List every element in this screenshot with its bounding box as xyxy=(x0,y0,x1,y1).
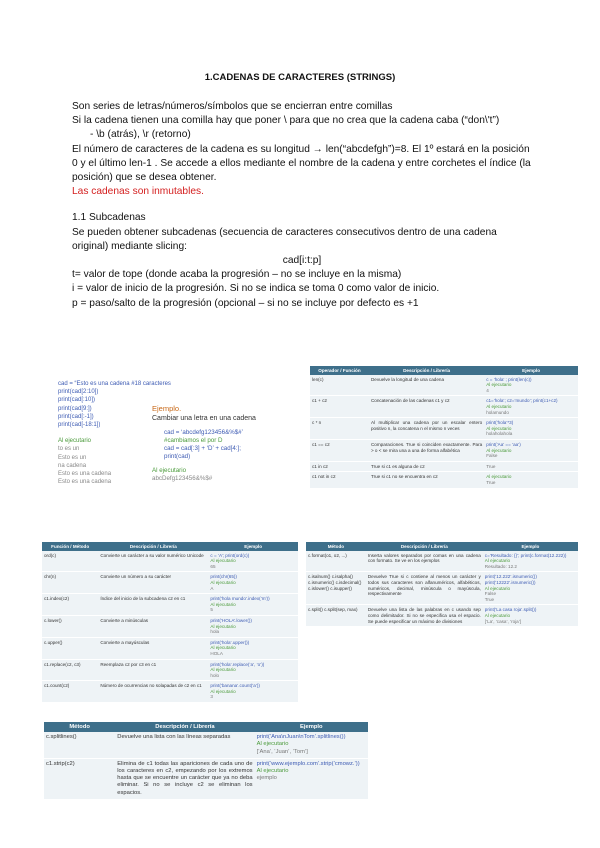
subsection-text: Se pueden obtener subcadenas (secuencia de caracteres consecutivos dentro de una cadena original) mediante slicing: xyxy=(72,226,497,252)
description-cell: Convierte un número a su carácter xyxy=(98,572,208,594)
example-line: print(‘hola’.upper()) xyxy=(210,639,250,645)
example-line: c=‘Resultado: {}’; print(c.format(12.222)) xyxy=(484,552,567,558)
example-line: print(‘banana’.count(‘a’)) xyxy=(210,683,260,689)
example-cell xyxy=(255,758,368,799)
example-cell xyxy=(483,605,578,627)
intro-line: El número de caracteres de la cadena es su longitud → len(“abcdefgh”)=8. El 1º estará en la posición 0 y el último len-1 . Se accede a ellos mediante el nombre de la cadena y entre corchetes el índice (la posición) que se desea obtener. xyxy=(72,143,531,184)
example-cell xyxy=(484,418,578,440)
output-line: [‘La’, ‘casa’, ‘roja’] xyxy=(484,618,522,624)
output-line: 4 xyxy=(486,387,489,393)
output-line: na cadena xyxy=(58,462,87,469)
slicing-def: p = paso/salto de la progresión (opcional – si no se incluye por defecto es +1 xyxy=(72,297,419,309)
method-cell: c1 + c2 xyxy=(310,396,369,418)
immutable-note: Las cadenas son inmutables. xyxy=(72,186,204,198)
example-cell xyxy=(484,472,578,488)
description-cell: Al multiplicar una cadena por un escalar entero positivo n, la concatena n el mismo n veces xyxy=(369,418,484,440)
code-comment: #cambiamos el por D xyxy=(164,437,223,444)
code-line: print(cad[:10]) xyxy=(58,397,96,404)
method-cell: chr(n) xyxy=(42,572,98,594)
code-line: print(cad[-18:1]) xyxy=(58,422,101,429)
output-line: Resultado: 12.2 xyxy=(484,563,517,569)
method-cell: c1 not in c2 xyxy=(310,472,369,488)
table-row xyxy=(306,572,578,605)
example-cell xyxy=(208,681,298,703)
example-line: print(‘www.ejemplo.com’.strip(‘cmowz.’)) xyxy=(256,760,360,767)
output-line: Esto es un xyxy=(58,454,87,461)
output-line: HOLA xyxy=(210,650,223,656)
example-line: print(‘hola’.replace(‘a’, ‘o’)) xyxy=(210,661,265,667)
example-line: print(‘HOLA’.lower()) xyxy=(210,617,252,623)
example-subtitle: Cambiar una letra en una cadena xyxy=(152,415,256,422)
output-line: Esto es una cadena xyxy=(58,479,112,486)
code-line: print(cad) xyxy=(164,453,191,460)
description-cell: True si c1 es alguna de c2 xyxy=(369,461,484,472)
output-line: hola xyxy=(210,629,220,635)
subsection-heading: 1.1 Subcadenas xyxy=(72,212,146,224)
column-header: Ejemplo xyxy=(255,722,368,732)
column-header: Ejemplo xyxy=(483,542,578,551)
description-cell: Devuelve la longitud de una cadena xyxy=(369,375,484,396)
method-cell: ord(c) xyxy=(42,551,98,572)
example-cell xyxy=(484,396,578,418)
operators-table-image xyxy=(310,366,578,485)
code-line: print(cad[9:]) xyxy=(58,405,92,412)
output-line: False xyxy=(484,591,497,597)
example-line: c = ‘A’; print(ord(c)) xyxy=(210,552,250,558)
code-line: print(cad[2:10]) xyxy=(58,389,99,396)
run-label: Al ejecutario xyxy=(484,585,511,591)
methods-bottom-table xyxy=(44,722,368,800)
output-line: True xyxy=(486,479,496,485)
operators-table xyxy=(310,366,578,489)
description-cell: Inserta valores separados por comas en una cadena con formato. Se ve en los ejemplos xyxy=(366,551,483,572)
example-line: print(chr(65)) xyxy=(210,574,237,580)
column-header: Ejemplo xyxy=(208,542,298,551)
description-cell: Devuelve una lista de las palabras en c usando sep como delimitador. Si no se especifica usa el espacio. Se puede especificar un máximo de divisiones xyxy=(366,605,483,627)
example-cell xyxy=(208,594,298,616)
description-cell: Comparaciones. True si coinciden exactamente. Para > o < se mira una a una de forma alfabética xyxy=(369,439,484,461)
code-line: print(cad[:-1]) xyxy=(58,413,94,420)
table-row xyxy=(42,681,298,703)
method-cell: c1.strip(c2) xyxy=(44,758,115,799)
output-line: 3 xyxy=(210,694,213,700)
run-label: Al ejecutario xyxy=(210,601,236,607)
method-cell: len(c) xyxy=(310,375,369,396)
example-cell xyxy=(483,572,578,605)
description-cell: Convierte un carácter a su valor numérico Unicode xyxy=(98,551,208,572)
description-cell: True si c1 no se encuentra en c2 xyxy=(369,472,484,488)
output-line: False xyxy=(486,453,498,459)
methods-bottom-table-image xyxy=(44,722,368,812)
column-header: Método xyxy=(44,722,115,732)
example-cell xyxy=(483,551,578,572)
column-header: Descripción / Librería xyxy=(98,542,208,551)
column-header: Descripción / Librería xyxy=(369,366,484,375)
column-header: Descripción / Librería xyxy=(115,722,254,732)
method-cell: c1 == c2 xyxy=(310,439,369,461)
output-line: True xyxy=(486,463,496,469)
table-row xyxy=(306,551,578,572)
example-cell xyxy=(484,439,578,461)
table-row xyxy=(42,637,298,659)
slicing-formula: cad[i:t:p] xyxy=(282,255,322,267)
description-cell: Número de ocurrencias no solapadas de c2 en c1 xyxy=(98,681,208,703)
example-line: print(‘12222’.isnumeric()) xyxy=(484,579,536,585)
description-cell: Reemplaza c2 por c3 en c1 xyxy=(98,659,208,681)
table-row xyxy=(42,594,298,616)
table-row xyxy=(42,572,298,594)
code-line: cad = cad[:3] + ‘D’ + cad[4:]; xyxy=(164,445,241,452)
output-line: holamundo xyxy=(486,409,509,415)
method-cell: c1.index(c2) xyxy=(42,594,98,616)
code-line: cad = ‘abcdefg123456&%$#’ xyxy=(164,429,243,436)
run-label: Al ejecutario xyxy=(210,623,236,629)
output-line: ejemplo xyxy=(256,775,277,782)
column-header: Función / Método xyxy=(42,542,98,551)
slicing-def: i = valor de inicio de la progresión. Si no se indica se toma 0 como valor de inicio. xyxy=(72,283,440,295)
table-row xyxy=(310,418,578,440)
intro-line: - \b (atrás), \r (retorno) xyxy=(90,129,191,141)
run-label: Al ejecutario xyxy=(486,403,512,409)
example-line: print(‘Aa’ == ‘aa’) xyxy=(486,441,521,447)
output-line: to es un xyxy=(58,446,80,453)
output-line: A xyxy=(210,585,214,591)
example-line: print(‘La casa roja’.split()) xyxy=(484,607,537,613)
description-cell: Índice del inicio de la subcadena c2 en c1 xyxy=(98,594,208,616)
output-line: True xyxy=(484,596,495,602)
example-cell xyxy=(208,637,298,659)
output-line: abcDefg123456&%$# xyxy=(152,475,213,482)
description-cell: Convierte a minúsculas xyxy=(98,615,208,637)
table-row xyxy=(310,375,578,396)
column-header: Descripción / Librería xyxy=(366,542,483,551)
example-cell xyxy=(484,375,578,396)
run-label: Al ejecutario xyxy=(484,612,511,618)
run-label: Al ejecutario xyxy=(210,558,236,564)
table-row xyxy=(310,439,578,461)
run-label: Al ejecutario xyxy=(210,645,236,651)
example-cell xyxy=(255,732,368,758)
method-cell: c.lower() xyxy=(42,615,98,637)
example-line: print(‘hola mundo’.index(‘m’)) xyxy=(210,596,270,602)
example-cell xyxy=(208,659,298,681)
method-cell: c.splitlines() xyxy=(44,732,115,758)
run-label: Al ejecutario xyxy=(210,579,236,585)
table-row xyxy=(42,659,298,681)
slicing-def: t= valor de tope (donde acaba la progresión – no se incluye en la misma) xyxy=(72,269,402,281)
method-cell: c.format(o1, o2, ...) xyxy=(306,551,366,572)
example-cell xyxy=(484,461,578,472)
table-row xyxy=(306,605,578,627)
output-line: 5 xyxy=(210,607,213,613)
column-header: Método xyxy=(306,542,366,551)
methods-left-table-image xyxy=(42,542,298,700)
methods-right-table xyxy=(306,542,578,627)
method-cell: c.upper() xyxy=(42,637,98,659)
run-label: Al ejecutario xyxy=(210,688,236,694)
table-row xyxy=(310,461,578,472)
table-row xyxy=(44,732,368,758)
example-line: c1=‘hola’; c2=‘mundo’; print(c1+c2) xyxy=(486,398,558,404)
example-image xyxy=(152,404,282,482)
example-line: c = ‘hola’ ; print(len(c)) xyxy=(486,376,532,382)
run-label: Al ejecutario xyxy=(486,474,512,480)
table-row xyxy=(44,758,368,799)
column-header: Ejemplo xyxy=(484,366,578,375)
method-cell: c * n xyxy=(310,418,369,440)
run-label: Al ejecutario xyxy=(256,741,289,748)
example-cell xyxy=(208,615,298,637)
run-label: Al ejecutario xyxy=(210,667,236,673)
example-cell xyxy=(208,572,298,594)
table-row xyxy=(42,615,298,637)
intro-section xyxy=(72,100,532,311)
method-cell: c.split() c.split(sep, max) xyxy=(306,605,366,627)
description-cell: Elimina de c1 todas las apariciones de cada uno de los caracteres en c2, empezando por los extremos hasta que se encuentre un carácter que ya no deba eliminar. Si no se incluye c2 se eliminan los espacios. xyxy=(115,758,254,799)
methods-right-table-image xyxy=(306,542,578,646)
run-label: Al ejecutario xyxy=(256,768,289,775)
example-line: print(‘Ana\nJuan\nTom’.splitlines()) xyxy=(256,734,346,741)
method-cell: c.isalnum() c.isalpha() c.isnumeric() c.isdecimal() c.islower() c.isupper() xyxy=(306,572,366,605)
table-row xyxy=(42,551,298,572)
example-line: print(‘12.222’.isnumeric()) xyxy=(484,574,537,580)
intro-line: Si la cadena tienen una comilla hay que poner \ para que no crea que la cadena caba (“don\'t”) xyxy=(72,115,500,127)
method-cell: c1.count(c2) xyxy=(42,681,98,703)
output-line: Esto es una cadena xyxy=(58,471,112,478)
example-line: print(‘hola’*3) xyxy=(486,420,514,426)
method-cell: c1 in c2 xyxy=(310,461,369,472)
description-cell: Convierte a mayúsculas xyxy=(98,637,208,659)
table-row xyxy=(310,396,578,418)
example-title: Ejemplo. xyxy=(152,404,182,413)
description-cell: Concatenación de las cadenas c1 y c2 xyxy=(369,396,484,418)
page-title: 1.CADENAS DE CARACTERES (STRINGS) xyxy=(204,72,396,83)
description-cell: Devuelve True si c contiene al menos un carácter y todos sus caracteres son alfanuméricos, alfabéticos, numéricos, decimal, minúscula o mayúscula, respectivamente xyxy=(366,572,483,605)
example-cell xyxy=(208,551,298,572)
run-label: Al ejecutario xyxy=(484,558,511,564)
run-label: Al ejecutario xyxy=(486,425,512,431)
methods-left-table xyxy=(42,542,298,703)
code-line: cad = “Esto es una cadena #18 caracteres xyxy=(58,381,171,387)
run-label: Al ejecutario xyxy=(58,438,92,445)
table-row xyxy=(310,472,578,488)
output-line: [‘Ana’, ‘Juan’, ‘Tom’] xyxy=(256,748,308,755)
run-label: Al ejecutario xyxy=(152,467,187,474)
output-line: 65 xyxy=(210,563,216,569)
method-cell: c1.replace(c2, c3) xyxy=(42,659,98,681)
run-label: Al ejecutario xyxy=(486,447,512,453)
column-header: Operador / Función xyxy=(310,366,369,375)
output-line: holo xyxy=(210,672,220,678)
intro-line: Son series de letras/números/símbolos que se encierran entre comillas xyxy=(72,101,393,112)
output-line: holaholahola xyxy=(486,431,513,437)
run-label: Al ejecutario xyxy=(486,382,512,388)
description-cell: Devuelve una lista con las líneas separadas xyxy=(115,732,254,758)
